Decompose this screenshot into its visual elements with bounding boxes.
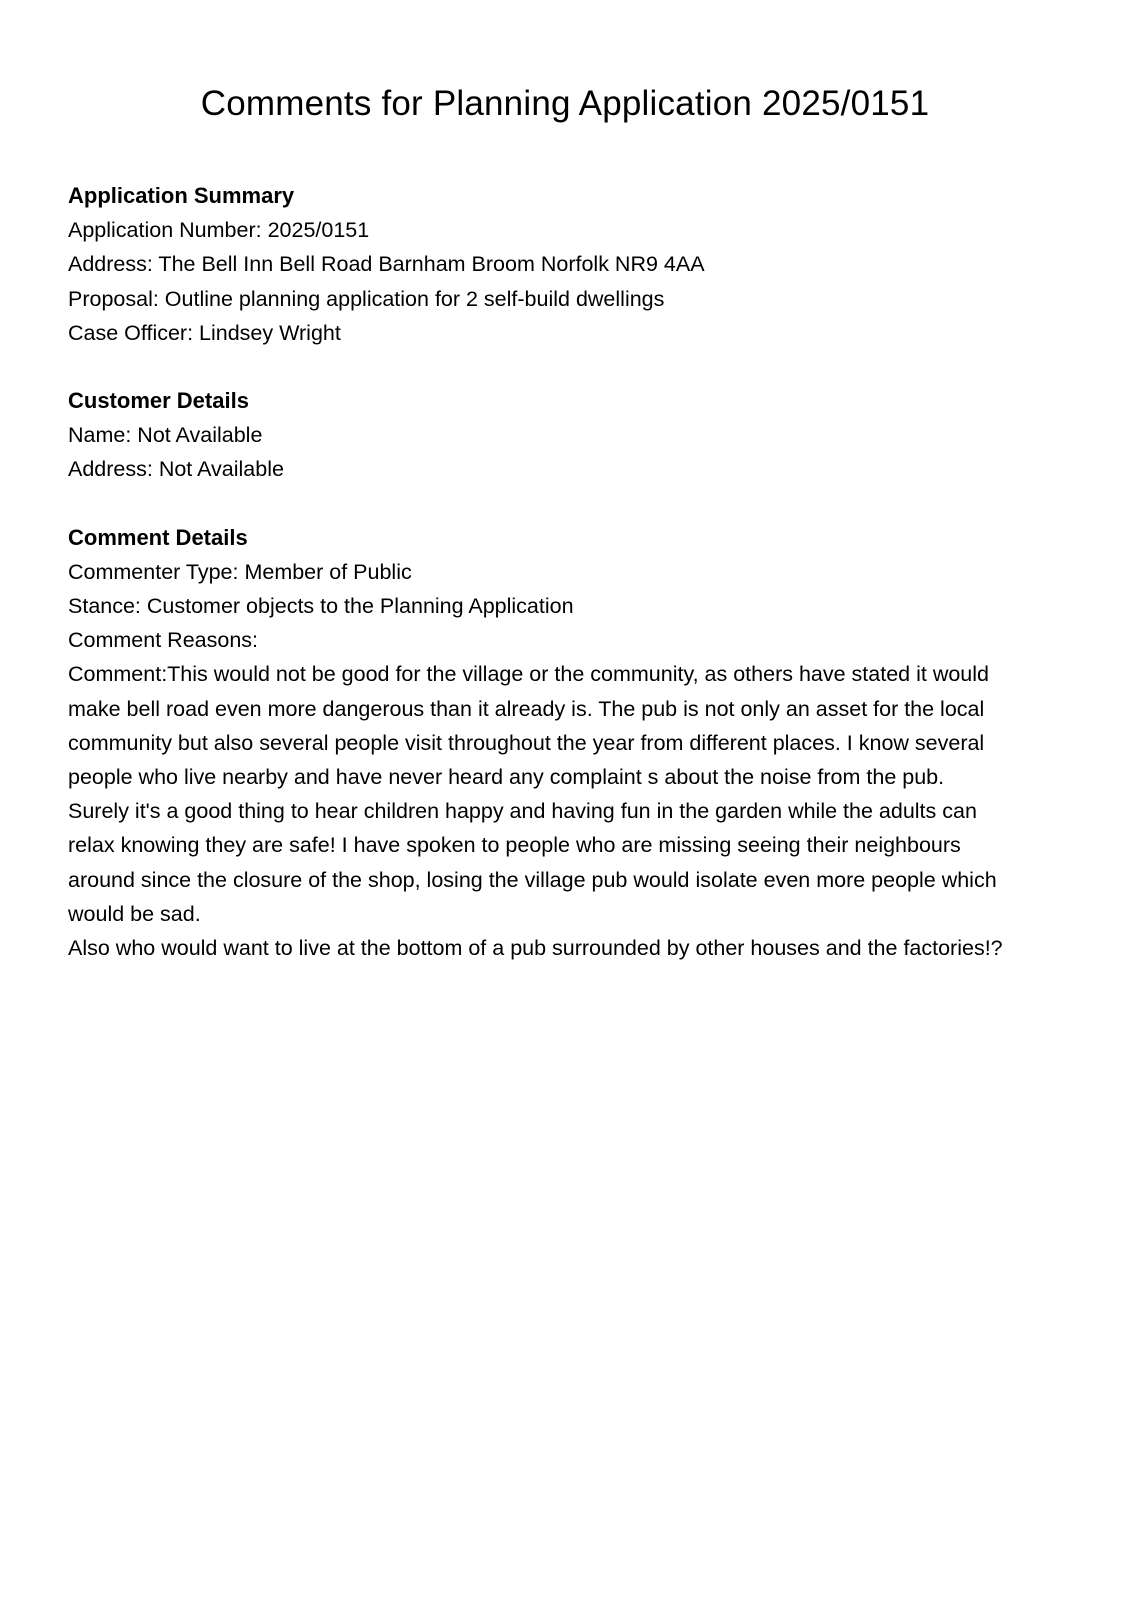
comment-line: would be sad. [68,901,201,926]
application-summary-heading: Application Summary [68,183,295,208]
application-number: Application Number: 2025/0151 [68,218,370,243]
application-address: Address: The Bell Inn Bell Road Barnham Broom Norfolk NR9 4AA [68,252,705,277]
case-officer: Case Officer: Lindsey Wright [68,320,341,345]
comment-line: Comment:This would not be good for the village or the community, as others have stated it would [68,662,989,687]
comment-line: relax knowing they are safe! I have spoken to people who are missing seeing their neighbours [68,833,961,858]
comment-details-heading: Comment Details [68,524,248,550]
page-title: Comments for Planning Application 2025/0151 [200,84,930,123]
comment-details-section [68,521,1078,966]
comment-reasons: Comment Reasons: [68,628,258,653]
comment-line: community but also several people visit throughout the year from different places. I know several [68,730,985,755]
commenter-type: Commenter Type: Member of Public [68,559,412,584]
application-summary-section [68,179,1078,350]
comment-line: Surely it's a good thing to hear children happy and having fun in the garden while the adults can [68,799,977,824]
customer-address: Address: Not Available [68,457,284,482]
comment-line: people who live nearby and have never heard any complaint s about the noise from the pub. [68,765,945,790]
stance: Stance: Customer objects to the Planning Application [68,594,574,619]
comment-line: around since the closure of the shop, losing the village pub would isolate even more people which [68,867,997,892]
document-content [68,179,1078,999]
comment-text [68,657,1078,965]
customer-details-section [68,384,1078,487]
customer-name: Name: Not Available [68,423,263,448]
comment-line: Also who would want to live at the bottom of a pub surrounded by other houses and the factories!? [68,936,1003,961]
customer-details-heading: Customer Details [68,388,249,414]
application-proposal: Proposal: Outline planning application for 2 self-build dwellings [68,286,665,311]
comment-line: make bell road even more dangerous than it already is. The pub is not only an asset for the local [68,696,985,721]
